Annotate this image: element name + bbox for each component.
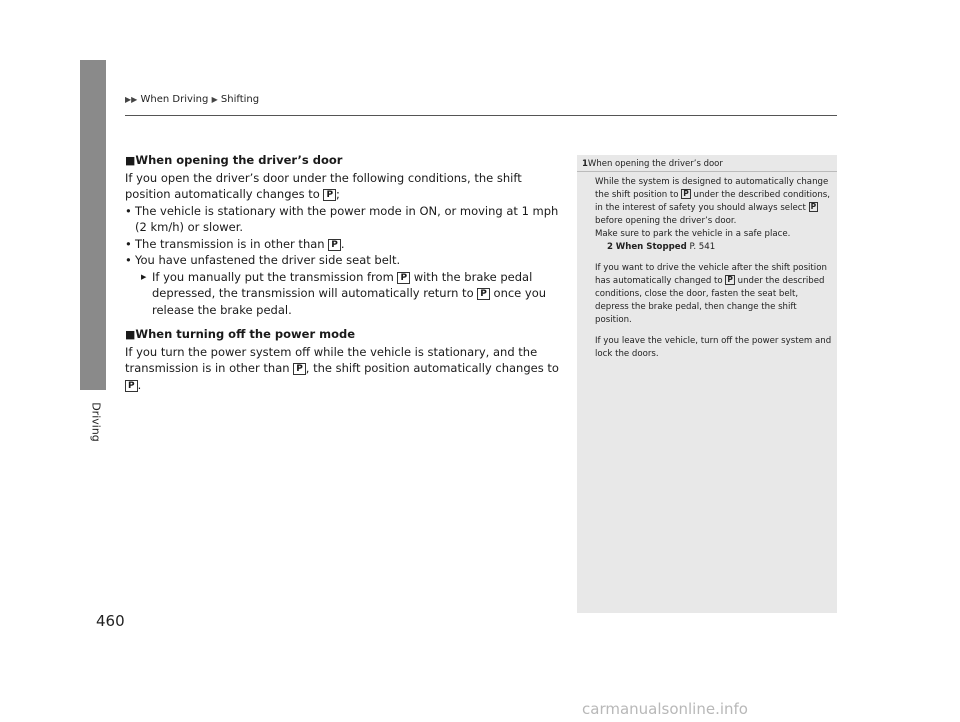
header-rule <box>125 115 837 116</box>
paragraph: If you turn the power system off while the vehicle is stationary, and the transmission is in other than P , the shift position automatically changes to P . <box>125 344 559 392</box>
condition-list <box>125 203 565 319</box>
page-reference-link[interactable]: 2 When Stopped P. 541 <box>607 242 716 252</box>
breadcrumb-arrow-icon: ▶▶ <box>125 95 138 104</box>
list-item: • The vehicle is stationary with the power mode in ON, or moving at 1 mph (2 km/h) or slower. <box>125 203 565 236</box>
p-key-icon: P <box>683 189 689 198</box>
square-bullet-icon: ■ <box>125 328 136 341</box>
page-number: 460 <box>96 612 125 630</box>
sidebar-title: 1When opening the driver’s door <box>582 159 723 169</box>
paragraph: If you leave the vehicle, turn off the power system and lock the doors. <box>595 336 832 359</box>
list-item: • The transmission is in other than P . <box>125 236 565 253</box>
paragraph: If you open the driver’s door under the following conditions, the shift position automatically changes to P ; <box>125 170 522 201</box>
breadcrumb-item[interactable]: Shifting <box>220 94 260 105</box>
breadcrumb <box>125 94 259 105</box>
breadcrumb-item[interactable]: When Driving <box>140 94 209 105</box>
breadcrumb-separator-icon: ▶ <box>211 95 218 104</box>
note-number-icon: 1 <box>582 159 588 169</box>
section-heading: ■When turning off the power mode <box>125 327 356 341</box>
list-item: • You have unfastened the driver side seat belt. <box>125 252 565 269</box>
watermark: carmanualsonline.info <box>582 700 748 718</box>
side-tab <box>80 60 106 390</box>
p-key-icon: P <box>397 272 410 284</box>
paragraph: If you want to drive the vehicle after the shift position has automatically changed to P under the described conditions, close the door, fasten the seat belt, depress the brake pedal, then change the shift position. <box>595 263 827 325</box>
p-key-icon: P <box>727 275 733 284</box>
sub-list-item: ▶ If you manually put the transmission from P with the brake pedal depressed, the transmission will automatically return to P once you release the brake pedal. <box>125 269 565 319</box>
main-content <box>125 152 565 393</box>
p-key-icon: P <box>293 363 306 375</box>
section-heading: ■When opening the driver’s door <box>125 153 343 167</box>
paragraph: While the system is designed to automatically change the shift position to P under the described conditions, in the interest of safety you should always select P before opening the driver’s door. <box>595 177 830 226</box>
side-tab-label: Driving <box>89 402 103 442</box>
sidebar-body <box>595 176 833 361</box>
p-key-icon: P <box>125 380 138 392</box>
p-key-icon: P <box>810 202 817 211</box>
p-key-icon: P <box>328 239 341 251</box>
sidebar-rule <box>577 171 837 172</box>
p-key-icon: P <box>323 189 336 201</box>
paragraph: Make sure to park the vehicle in a safe place. <box>595 229 791 239</box>
p-key-icon: P <box>477 288 490 300</box>
reference-arrow-icon: 2 <box>607 242 613 252</box>
square-bullet-icon: ■ <box>125 154 136 167</box>
